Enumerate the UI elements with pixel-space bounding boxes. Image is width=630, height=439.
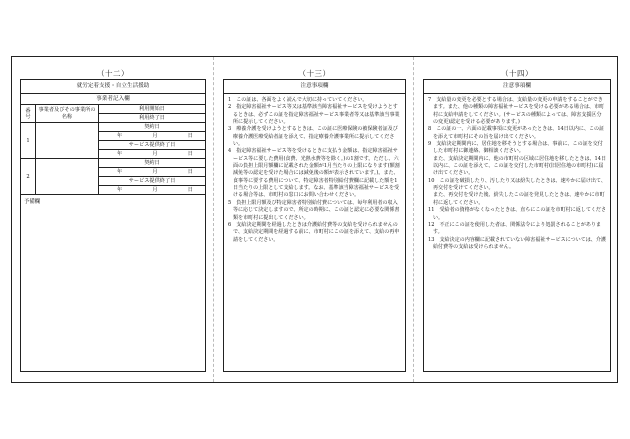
service-type-header: 就労定着支援・自立生活援助 [21, 80, 205, 94]
provider-record-box [20, 79, 206, 372]
panel-title: （十三） [298, 69, 331, 78]
panel-fourteen [417, 57, 617, 382]
notes-list [424, 94, 610, 254]
note-item: 2 指定障害福祉サービス等又は基準該当障害福祉サービスを受けようとするときは、必ずこの証を指定障害福祉サービス事業者等又は基準該当事業所に提示してください。 [228, 104, 400, 126]
table-header-row [21, 105, 205, 114]
notes-header: 注意事項欄 [424, 80, 610, 94]
note-item: 9 支給決定期間内に、居住地を移そうとする場合は、事前に、この証を交付した市町村に御連絡、御相談ください。 [428, 141, 603, 155]
note-item: 4 指定障害福祉サービス等を受けるときに支払う金額は、指定障害福祉サービス等に要した費用(食費、光熱水費等を除く。)の1割です。ただし、六面の負担上限月額欄に記載された金額が1月当たりの上限になります(額割減免等の認定を受けた場合には減免後の額が表示されています。)。また、食事等に要する費用について、特定障害者特別給付費欄に記載した額を1日当たりの上限として支給します。なお、基準該当障害福祉サービスを受ける場合等は、市町村の窓口にお問い合わせください。 [228, 148, 400, 199]
table-row [21, 159, 205, 168]
notes-list [224, 94, 405, 247]
note-item: 3 療養介護を受けようとするときは、この証に医療保険の被保険者証及び療養介護医療受給者証を添えて、指定療養介護事業所に提示してください。 [228, 126, 398, 148]
panel-thirteen [217, 57, 412, 382]
remarks-label: 予備欄 [24, 199, 41, 205]
provider-entry-header: 事業者記入欄 [21, 94, 205, 105]
panel-twelve [12, 57, 214, 382]
provider-name-cell [36, 159, 99, 195]
notes-box [223, 79, 406, 372]
col-end-date-header: 利用終了日 [99, 114, 206, 123]
col-number-header: 番号 [21, 105, 36, 123]
note-item: 6 支給決定期間を経過したときは介護給付費等の支給を受けられませんので、支給決定期間を経過する前に、市町村にこの証を添えて、支給の再申請をしてください。 [228, 221, 400, 243]
note-item: 8 この証の一、六面の記載事項に変更があったときは、14日以内に、この証を添えて市町村にその旨を届け出てください。 [428, 126, 605, 140]
provider-name-cell [36, 123, 99, 159]
note-item: 10 この証を破損したり、汚したり又は紛失したときは、速やかに届け出て、再交付を受けてください。 [428, 177, 606, 192]
notes-header: 注意事項欄 [224, 80, 405, 94]
row-number: 1 [21, 123, 36, 159]
note-item: 1 この証は、各面をよく読んで大切に持っていてください。 [228, 97, 368, 103]
panel-title: （十四） [501, 69, 533, 78]
note-item: 13 支給決定の内容欄に記載されていない障害福祉サービスについては、介護給付費等の支給は受けられません。 [428, 236, 606, 250]
service-end-date-label: サービス提供終了日 [99, 141, 206, 150]
contract-date-label: 契約日 [99, 123, 206, 132]
service-end-date-label: サービス提供終了日 [99, 177, 206, 186]
note-item: 7 支給量の変更を必要とする場合は、支給量の変更の申請をすることができます。また、他の種類の障害福祉サービスを受ける必要がある場合は、市町村に支給申請をしてください。(サービスの種類によっては、障害支援区分の変更)認定を受ける必要があります。) [428, 97, 605, 126]
notes-box [423, 79, 611, 372]
provider-record-table [21, 105, 205, 195]
contract-date-value: 年 月 日 [99, 132, 206, 141]
col-provider-header: 事業者及びその事業所の名称 [36, 105, 99, 123]
contract-date-label: 契約日 [99, 159, 206, 168]
table-row [21, 123, 205, 132]
row-number: 2 [21, 159, 36, 195]
note-item: 5 負担上限月額及び特定障害者特別給付費については、毎年利用者の収入等に応じて決定しますので、所定の時期に、この証と認定に必要な関係書類を市町村に提出してください。 [228, 199, 400, 221]
note-item: 12 不正にこの証を使用した者は、関係法令により処罰されることがあります。 [428, 221, 601, 236]
col-start-date-header: 利用開始日 [99, 105, 206, 114]
panel-title: （十二） [97, 69, 129, 78]
service-end-date-value: 年 月 日 [99, 186, 206, 195]
note-item: また、再交付を受けた後、紛失したこの証を発見したときは、速やかに市町村に返してください。 [428, 192, 605, 206]
note-item: また、支給決定期間内に、他の市町村の区域に居住地を移したときは、14日以内に、この証を添えて、この証を交付した市町村(旧居住地の市町村)に届け出てください。 [428, 155, 607, 177]
note-item: 11 受給者の資格がなくなったときは、直ちにこの証を市町村に返してください。 [428, 207, 607, 221]
service-end-date-value: 年 月 日 [99, 150, 206, 159]
certificate-sheet [11, 56, 618, 383]
contract-date-value: 年 月 日 [99, 168, 206, 177]
